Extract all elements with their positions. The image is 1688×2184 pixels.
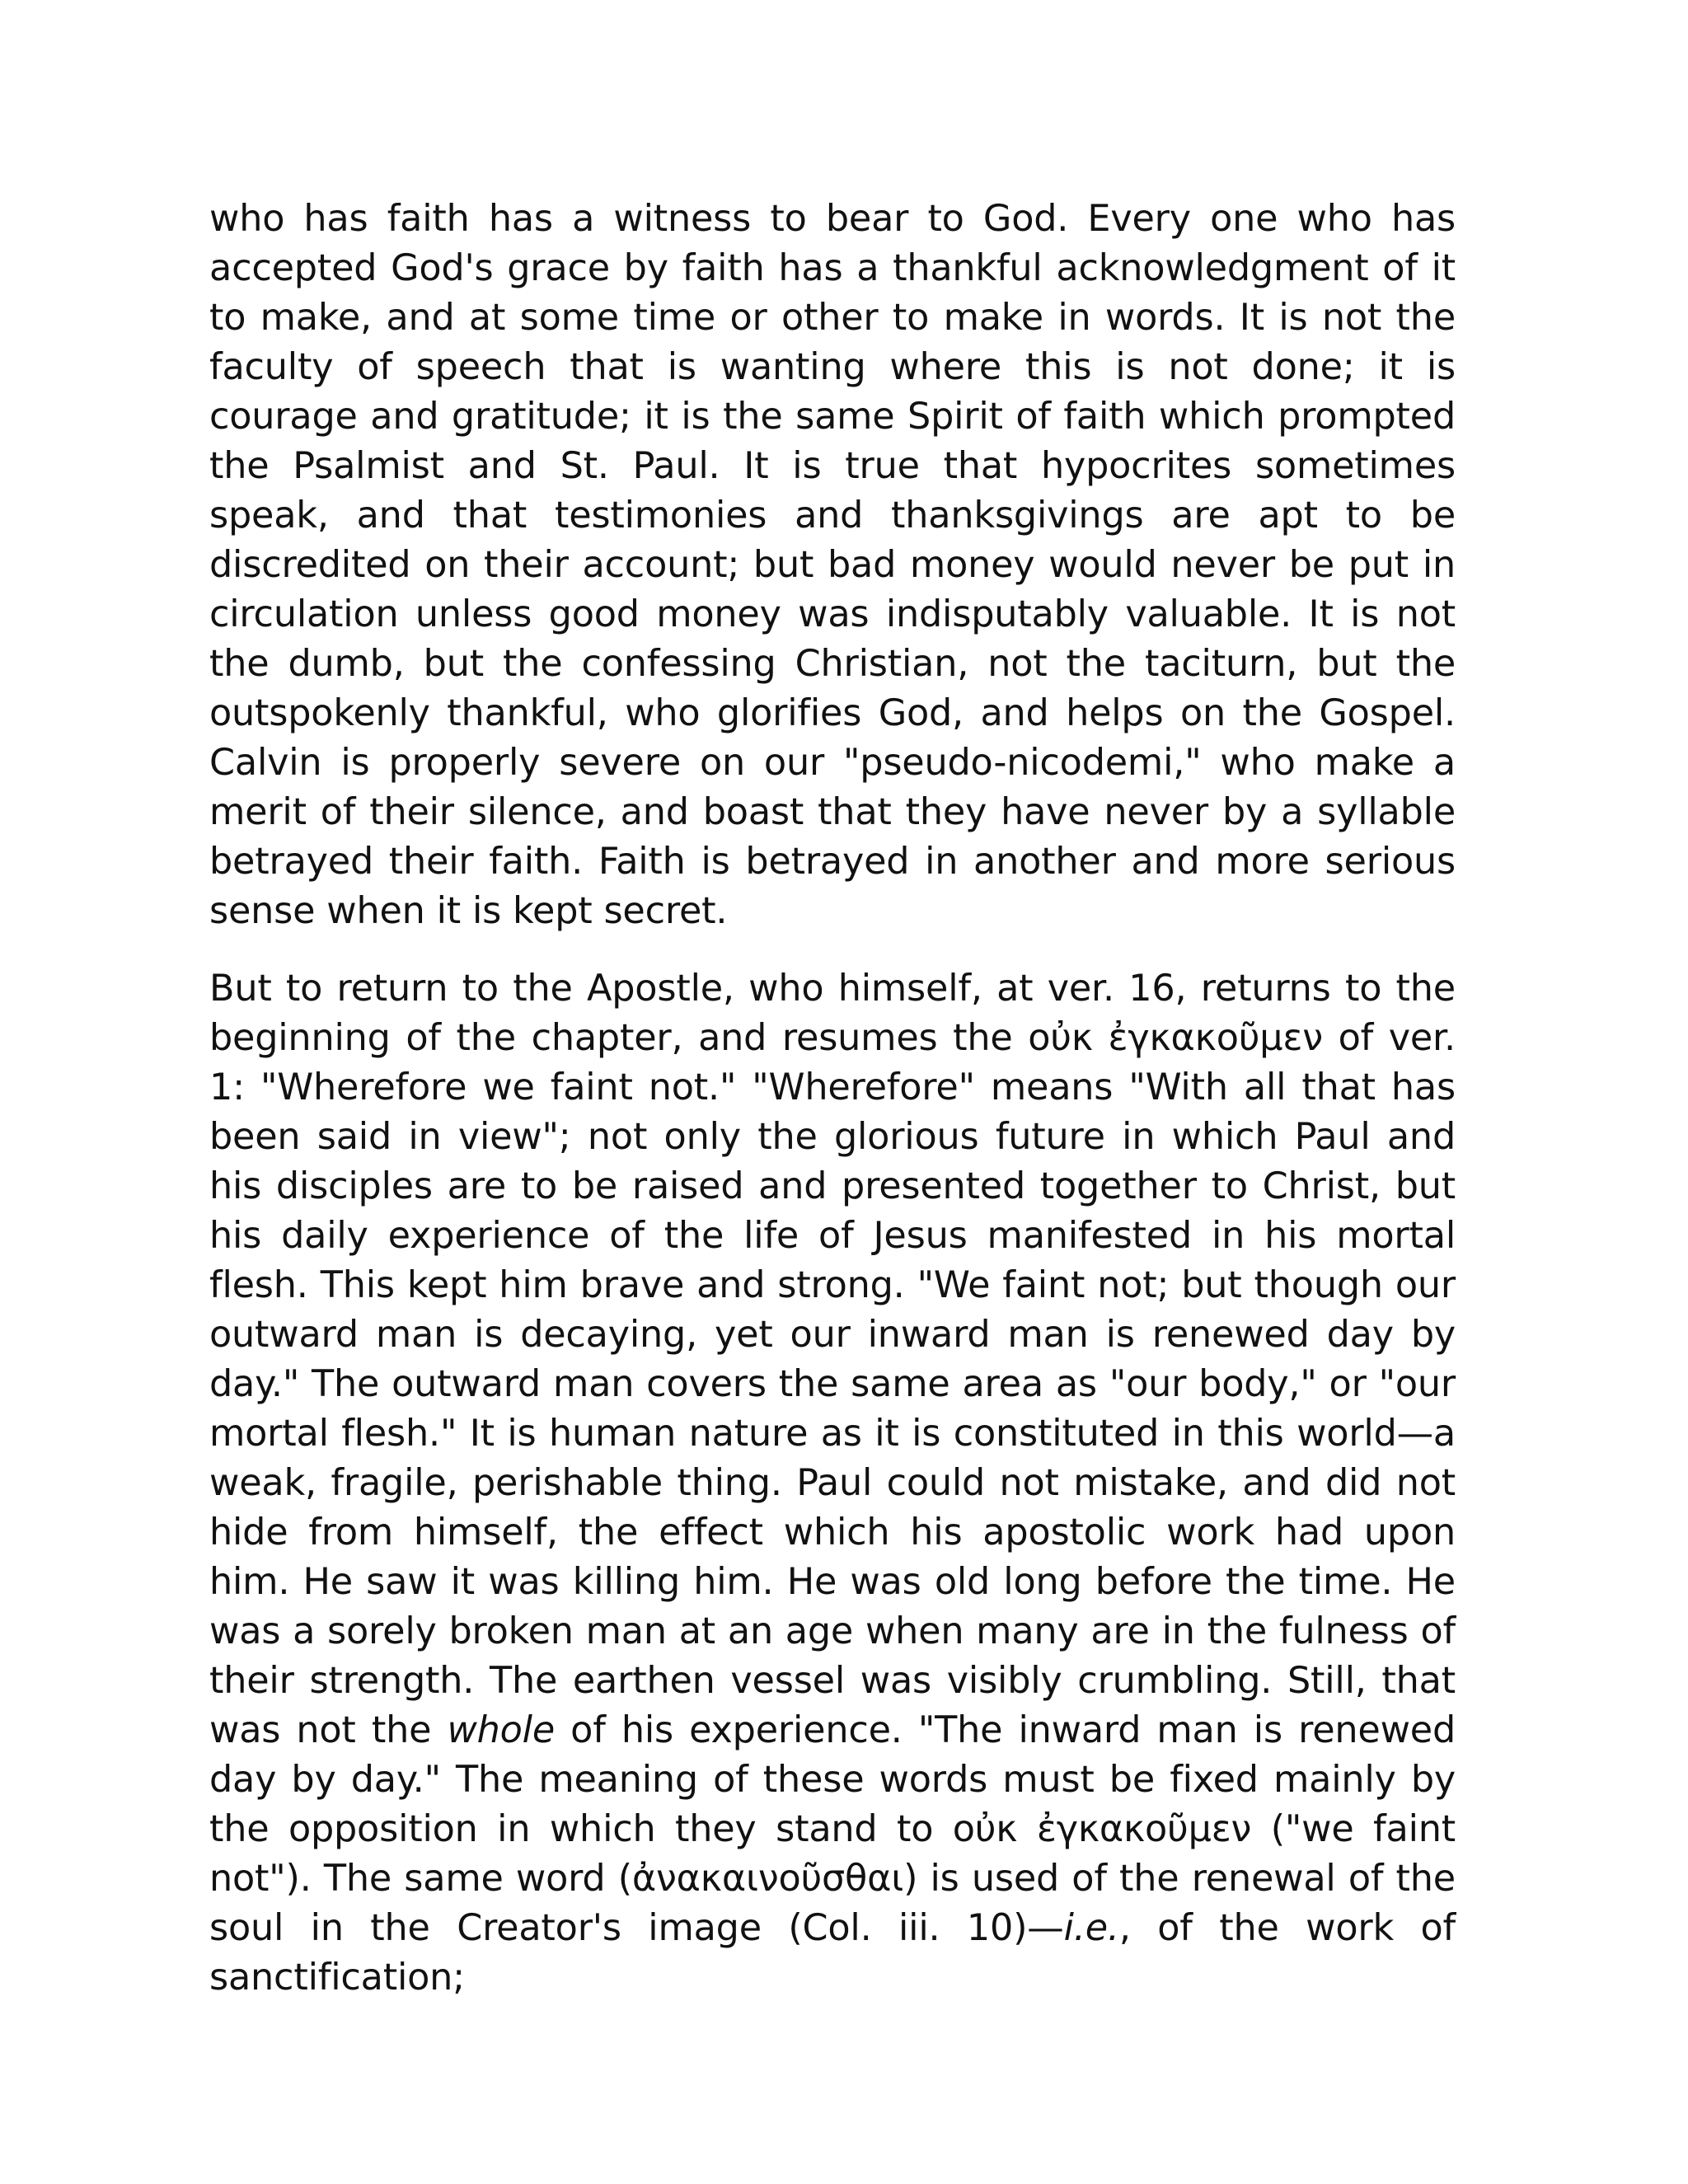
paragraph-2-part-1: But to return to the Apostle, who himself, at ver. 16, returns to the beginning of the chapter, and resumes the οὐκ ἐγκακοῦμεν of ver. 1: "Wherefore we faint not." "Wherefore" means "With all that has been said in view"; not only the glorious future in which Paul and his disciples are to be raised and presented together to Christ, but his daily experience of the life of Jesus manifested in his mortal flesh. This kept him brave and strong. "We faint not; but though our outward man is decaying, yet our inward man is renewed day by day." The outward man covers the same area as "our body," or "our mortal flesh." It is human nature as it is constituted in this world—a weak, fragile, perishable thing. Paul could not mistake, and did not hide from himself, the effect which his apostolic work had upon him. He saw it was killing him. He was old long before the time. He was a sorely broken man at an age when many are in the fulness of their strength. The earthen vessel was visibly crumbling. Still, that was not the [209, 968, 1456, 1751]
paragraph-2-part-2: of his experience. "The inward man is renewed day by day." The meaning of these words must be fixed mainly by the opposition in which they stand to οὐκ ἐγκακοῦμεν ("we faint not"). The same word (ἀνακαινοῦσθαι) is used of the renewal of the soul in the Creator's image (Col. iii. 10)— [209, 1709, 1456, 1949]
document-page [209, 194, 1456, 2003]
paragraph-2 [209, 964, 1456, 2003]
paragraph-2-part-3: , of the work of sanctification; [209, 1907, 1456, 1999]
paragraph-1: who has faith has a witness to bear to God. Every one who has accepted God's grace by faith has a thankful acknowledgment of it to make, and at some time or other to make in words. It is not the faculty of speech that is wanting where this is not done; it is courage and gratitude; it is the same Spirit of faith which prompted the Psalmist and St. Paul. It is true that hypocrites sometimes speak, and that testimonies and thanksgivings are apt to be discredited on their account; but bad money would never be put in circulation unless good money was indisputably valuable. It is not the dumb, but the confessing Christian, not the taciturn, but the outspokenly thankful, who glorifies God, and helps on the Gospel. Calvin is properly severe on our "pseudo-nicodemi," who make a merit of their silence, and boast that they have never by a syllable betrayed their faith. Faith is betrayed in another and more serious sense when it is kept secret. [209, 198, 1456, 932]
emphasis-ie: i.e. [1063, 1907, 1119, 1949]
emphasis-whole: whole [447, 1709, 556, 1751]
